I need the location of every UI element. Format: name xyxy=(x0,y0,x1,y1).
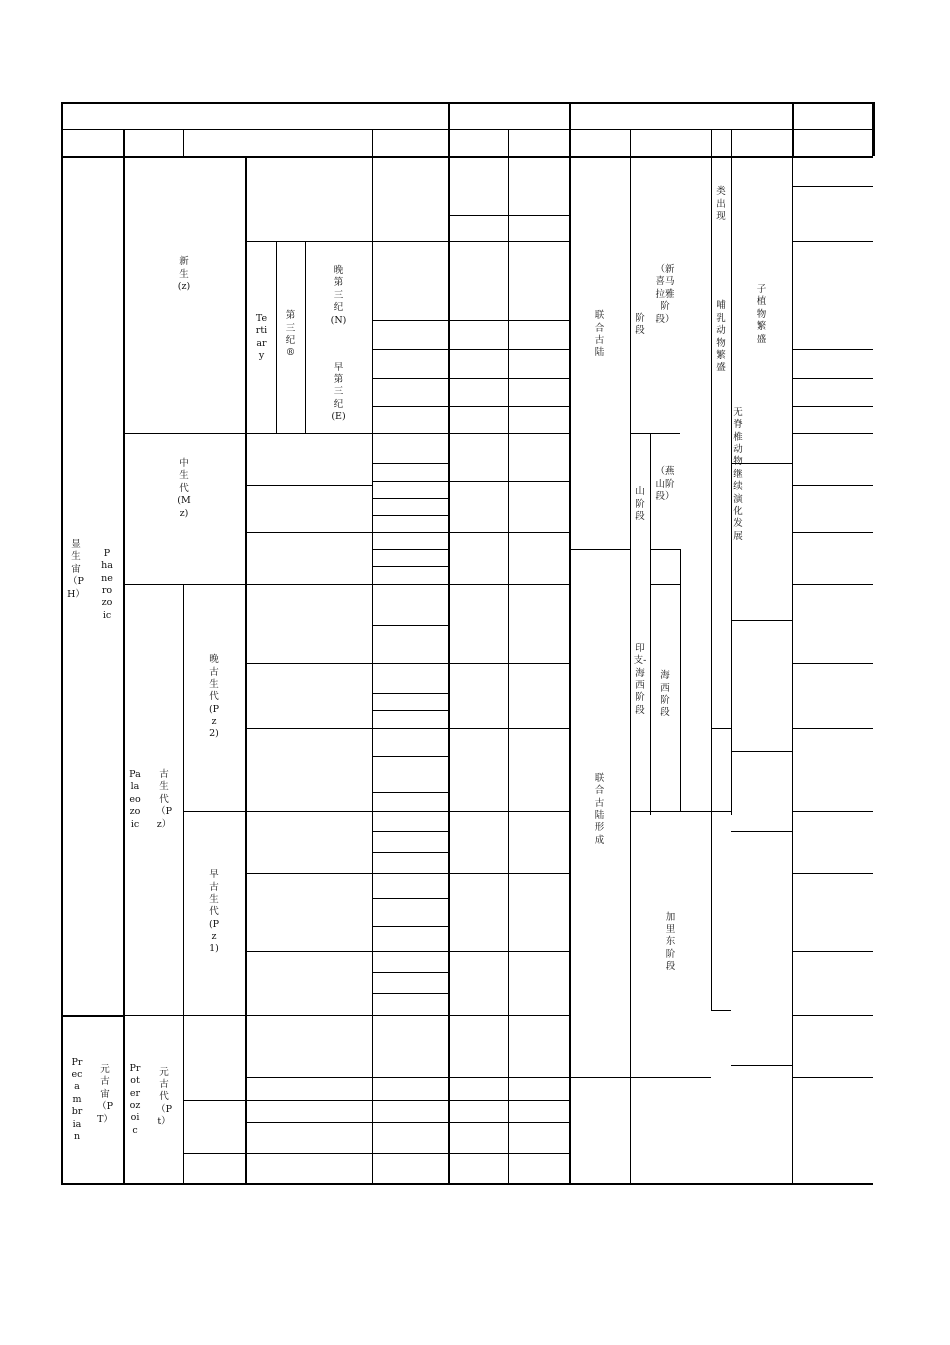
period-permian xyxy=(245,610,372,624)
rule-line xyxy=(792,186,873,187)
eon-phanerozoic: 显生宙（PH） xyxy=(67,539,85,600)
plant-fern xyxy=(739,665,784,710)
age-cm xyxy=(508,951,569,1015)
era-neoproterozoic xyxy=(193,1040,235,1077)
span-n2 xyxy=(448,241,508,320)
eon-phanerozoic-en: Phanerozoic xyxy=(101,547,113,621)
rule-line xyxy=(245,241,372,242)
tect-yanshan: （燕山阶段） xyxy=(655,466,675,503)
animal-marine-inv xyxy=(715,870,737,925)
epoch-t3 xyxy=(372,532,448,549)
age-e1 xyxy=(508,406,569,433)
china-c4 xyxy=(794,378,871,406)
china-c15 xyxy=(794,1020,871,1070)
header-group-time xyxy=(61,102,448,129)
rule-line xyxy=(372,1077,448,1078)
epoch-o2 xyxy=(372,898,448,926)
period-tertiary-en: Tertiary xyxy=(255,312,268,361)
rule-line xyxy=(711,156,712,1010)
plant-gymnosperm xyxy=(739,520,784,565)
span-d xyxy=(448,728,508,811)
span-s xyxy=(448,811,508,873)
era-mesoproterozoic xyxy=(183,1112,245,1142)
tect-united-ancient: 联合古陆 xyxy=(594,310,605,359)
col-plant xyxy=(731,129,792,156)
china-c5 xyxy=(794,406,871,433)
epoch-p2 xyxy=(372,584,448,625)
span-c xyxy=(448,663,508,728)
rule-line xyxy=(630,811,711,812)
period-sinian xyxy=(245,1030,372,1046)
rule-line xyxy=(245,584,372,585)
animal-amphibian xyxy=(711,630,731,680)
rule-line xyxy=(61,1183,873,1185)
period-cambrian xyxy=(245,969,372,983)
rule-line xyxy=(245,532,372,533)
rule-line xyxy=(731,751,792,752)
china-c1 xyxy=(794,195,871,241)
china-c14 xyxy=(794,955,871,1005)
span-j xyxy=(448,481,508,532)
rule-line xyxy=(792,1015,873,1016)
era-mesozoic-note xyxy=(129,528,241,554)
age-p xyxy=(508,584,569,663)
col-animal xyxy=(711,129,731,156)
rule-line xyxy=(305,241,306,433)
period-qingbaikou xyxy=(245,1077,372,1100)
rule-line xyxy=(372,1015,448,1016)
rule-line xyxy=(792,951,873,952)
header-group-age xyxy=(448,102,569,129)
rule-line xyxy=(183,1100,245,1101)
period-jixian xyxy=(245,1100,372,1122)
age-n2 xyxy=(508,241,569,320)
age-k xyxy=(508,433,569,481)
rule-line xyxy=(245,1015,372,1016)
period-silurian-en xyxy=(245,842,372,856)
tect-indosinian-small xyxy=(650,549,680,584)
period-silurian xyxy=(245,828,372,842)
rule-line xyxy=(245,873,372,874)
period-paleogene: 早第三纪(E) xyxy=(331,361,346,423)
col-age xyxy=(508,129,569,156)
era-paleoproterozoic xyxy=(183,1153,245,1183)
era-proterozoic: 元古代（Pt） xyxy=(156,1066,172,1128)
age-e2 xyxy=(508,378,569,406)
span-o xyxy=(448,873,508,951)
period-jurassic-en xyxy=(245,509,372,523)
epoch-s1 xyxy=(372,852,448,873)
epoch-c2 xyxy=(372,693,448,710)
china-c3 xyxy=(794,349,871,378)
span-k xyxy=(448,433,508,481)
col-epoch xyxy=(372,129,448,156)
rule-line xyxy=(123,1015,245,1016)
animal-reptile xyxy=(711,480,731,535)
period-neogene: 晚第三纪(N) xyxy=(330,265,347,326)
period-cambrian-en xyxy=(245,983,372,997)
china-c9 xyxy=(794,595,871,650)
animal-human: 类出现 xyxy=(716,186,726,223)
animal-invertebrate: 无脊椎动物继续演化发展 xyxy=(733,407,743,542)
span-e2 xyxy=(448,378,508,406)
epoch-pleistocene xyxy=(372,205,448,218)
era-late-paleozoic: 晚古生代(Pz2) xyxy=(208,654,220,740)
epoch-miocene xyxy=(372,322,448,335)
span-e1 xyxy=(448,406,508,433)
rule-line xyxy=(569,156,571,1183)
col-period xyxy=(245,129,372,156)
period-carboniferous xyxy=(245,682,372,696)
epoch-o1 xyxy=(372,926,448,951)
tect-united-forming: 联合古陆形成 xyxy=(594,772,605,846)
epoch-e2 xyxy=(372,972,448,993)
rule-line xyxy=(711,811,731,812)
epoch-t2 xyxy=(372,549,448,566)
epoch-holocene-en xyxy=(372,173,448,186)
col-eon xyxy=(61,129,123,156)
span-q xyxy=(448,160,508,241)
age-q xyxy=(508,215,569,241)
epoch-e1 xyxy=(372,993,448,1015)
china-c11 xyxy=(794,745,871,795)
era-paleozoic-en: Palaeozoic xyxy=(129,769,141,830)
plant-angiosperm: 子植物繁盛 xyxy=(756,284,767,345)
china-c13 xyxy=(794,880,871,945)
age-n1 xyxy=(508,320,569,349)
epoch-d1 xyxy=(372,792,448,811)
rule-line xyxy=(711,1010,731,1011)
span-p xyxy=(448,584,508,663)
era-cenozoic-en xyxy=(123,296,245,308)
era-mesozoic: 中生代(Mz) xyxy=(177,458,191,519)
tect-hercynian: 海西阶段 xyxy=(660,670,670,719)
animal-fish xyxy=(711,755,731,790)
age-o xyxy=(508,873,569,951)
rule-line xyxy=(123,584,245,585)
epoch-d3 xyxy=(372,728,448,756)
china-c7 xyxy=(794,485,871,532)
animal-naked xyxy=(711,1025,737,1065)
epoch-pliocene-en xyxy=(372,281,448,294)
rule-line xyxy=(245,728,372,729)
epoch-o3 xyxy=(372,873,448,898)
rule-line xyxy=(569,549,630,550)
era-paleozoic: 古生代（Pz） xyxy=(156,769,172,830)
epoch-c1 xyxy=(372,710,448,728)
animal-shell xyxy=(711,945,737,985)
rule-line xyxy=(792,728,873,729)
period-triassic-en xyxy=(245,558,372,572)
period-changcheng xyxy=(245,1122,372,1153)
china-c8 xyxy=(794,532,871,584)
period-triassic xyxy=(245,544,372,558)
era-mesozoic-en xyxy=(123,516,245,528)
rule-line xyxy=(245,663,372,664)
rule-line xyxy=(276,241,277,433)
header-group-bio xyxy=(711,102,792,129)
rule-line xyxy=(711,728,731,729)
period-devonian xyxy=(245,756,372,770)
period-cretaceous xyxy=(245,445,372,459)
period-carboniferous-en xyxy=(245,696,372,710)
epoch-pleistocene-en xyxy=(372,218,448,231)
rule-line xyxy=(731,831,792,832)
rule-line xyxy=(372,1100,448,1101)
era-early-paleozoic: 早古生代(Pz1) xyxy=(208,869,220,955)
epoch-miocene-en xyxy=(372,335,448,348)
animal-mammal: 哺乳动物繁盛 xyxy=(716,300,726,374)
rule-line xyxy=(245,951,372,952)
header-group-china xyxy=(792,102,873,129)
period-ordovician-en xyxy=(245,912,372,926)
rule-line xyxy=(245,156,247,1183)
span-n1 xyxy=(448,320,508,349)
rule-line xyxy=(650,433,651,815)
china-c2 xyxy=(794,262,871,320)
rule-line xyxy=(372,241,448,242)
col-stage xyxy=(569,129,630,156)
rule-line xyxy=(245,485,372,486)
tect-platform xyxy=(569,1155,630,1183)
age-jx xyxy=(508,1100,569,1122)
epoch-holocene xyxy=(372,160,448,173)
rule-line xyxy=(245,1153,372,1154)
rule-line xyxy=(569,1077,630,1078)
age-e3 xyxy=(508,349,569,378)
period-quaternary-en xyxy=(245,205,372,218)
rule-line xyxy=(792,811,873,812)
rule-line xyxy=(792,156,793,1183)
rule-line xyxy=(792,1077,873,1078)
epoch-s2 xyxy=(372,831,448,852)
epoch-oligocene xyxy=(372,351,448,364)
rule-line xyxy=(372,1122,448,1123)
rule-line xyxy=(123,156,125,1183)
span-t xyxy=(448,532,508,584)
epoch-pliocene xyxy=(372,268,448,281)
plant-eukaryote xyxy=(731,1082,792,1112)
rule-line xyxy=(372,1153,448,1154)
period-tertiary: 第三纪® xyxy=(285,310,296,359)
period-jurassic xyxy=(245,495,372,509)
eon-precambrian-en: Precambrian xyxy=(71,1056,83,1142)
epoch-eocene xyxy=(372,379,448,392)
rule-line xyxy=(731,1065,792,1066)
rule-line xyxy=(61,1015,123,1017)
rule-line xyxy=(183,584,184,1183)
epoch-s3 xyxy=(372,811,448,831)
period-permian-en xyxy=(245,624,372,638)
epoch-c3 xyxy=(372,663,448,693)
epoch-k1 xyxy=(372,463,448,481)
tect-puning xyxy=(630,1090,711,1140)
span-qb xyxy=(448,1077,508,1100)
age-qb xyxy=(508,1077,569,1100)
age-s xyxy=(508,811,569,873)
china-c12 xyxy=(794,815,871,865)
era-cenozoic-note xyxy=(129,308,241,334)
epoch-t1 xyxy=(372,566,448,584)
span-e3 xyxy=(448,349,508,378)
epoch-d2 xyxy=(372,756,448,792)
span-cm xyxy=(448,951,508,1015)
span-jx xyxy=(448,1100,508,1122)
age-t xyxy=(508,532,569,584)
era-proterozoic-en: Proterozoic xyxy=(129,1062,141,1136)
age-z xyxy=(508,1015,569,1077)
epoch-k2 xyxy=(372,433,448,463)
epoch-j3 xyxy=(372,481,448,498)
period-ordovician xyxy=(245,898,372,912)
epoch-oligocene-en xyxy=(372,364,448,377)
epoch-palaeocene-en xyxy=(372,420,448,433)
tect-himalaya: （新喜马拉雅阶段） xyxy=(655,264,675,325)
plant-algae xyxy=(739,925,784,985)
tect-himalaya-short: 阶段 xyxy=(635,312,645,336)
rule-line xyxy=(792,584,873,585)
epoch-j1 xyxy=(372,515,448,532)
period-devonian-en xyxy=(245,770,372,784)
china-c10 xyxy=(794,663,871,728)
age-holocene xyxy=(508,156,569,215)
col-china xyxy=(792,129,873,156)
plant-green-algae xyxy=(731,1120,792,1135)
rule-line xyxy=(792,873,873,874)
epoch-p1 xyxy=(372,625,448,663)
header-group-tectonic xyxy=(569,102,711,129)
age-pt1 xyxy=(508,1153,569,1183)
rule-line xyxy=(630,156,631,1183)
epoch-j2 xyxy=(372,498,448,515)
span-pt1 xyxy=(448,1153,508,1183)
period-cretaceous-en xyxy=(245,459,372,473)
age-cc xyxy=(508,1122,569,1153)
col-span xyxy=(448,129,508,156)
china-c16 xyxy=(794,1085,871,1140)
age-j xyxy=(508,481,569,532)
span-cc xyxy=(448,1122,508,1153)
period-quaternary xyxy=(245,178,372,205)
rule-line xyxy=(630,1077,711,1078)
col-phase xyxy=(630,129,711,156)
rule-line xyxy=(680,549,681,811)
china-c6 xyxy=(794,433,871,485)
tect-yanshan-left: 山阶段 xyxy=(635,486,645,523)
tect-caledonian: 加里东阶段 xyxy=(665,911,676,973)
rule-line xyxy=(61,156,873,158)
rule-line xyxy=(731,620,792,621)
age-c xyxy=(508,663,569,728)
col-era xyxy=(123,129,245,156)
rule-line xyxy=(183,811,245,812)
age-d xyxy=(508,728,569,811)
rule-line xyxy=(792,241,873,242)
epoch-eocene-en xyxy=(372,392,448,405)
epoch-palaeocene xyxy=(372,407,448,420)
rule-line xyxy=(61,102,63,1183)
span-z xyxy=(448,1015,508,1077)
plant-psilophyte xyxy=(739,770,784,815)
rule-line xyxy=(630,433,680,434)
rule-line xyxy=(245,433,372,434)
tect-indosinian: 印支-海西阶段 xyxy=(633,642,647,716)
period-sinian-en xyxy=(245,1046,372,1060)
rule-line xyxy=(123,433,245,434)
rule-line xyxy=(245,811,372,812)
era-cenozoic: 新生(z) xyxy=(177,256,191,293)
rule-line xyxy=(650,584,680,585)
eon-precambrian: 元古宙（PT） xyxy=(97,1064,113,1125)
epoch-e3 xyxy=(372,951,448,972)
